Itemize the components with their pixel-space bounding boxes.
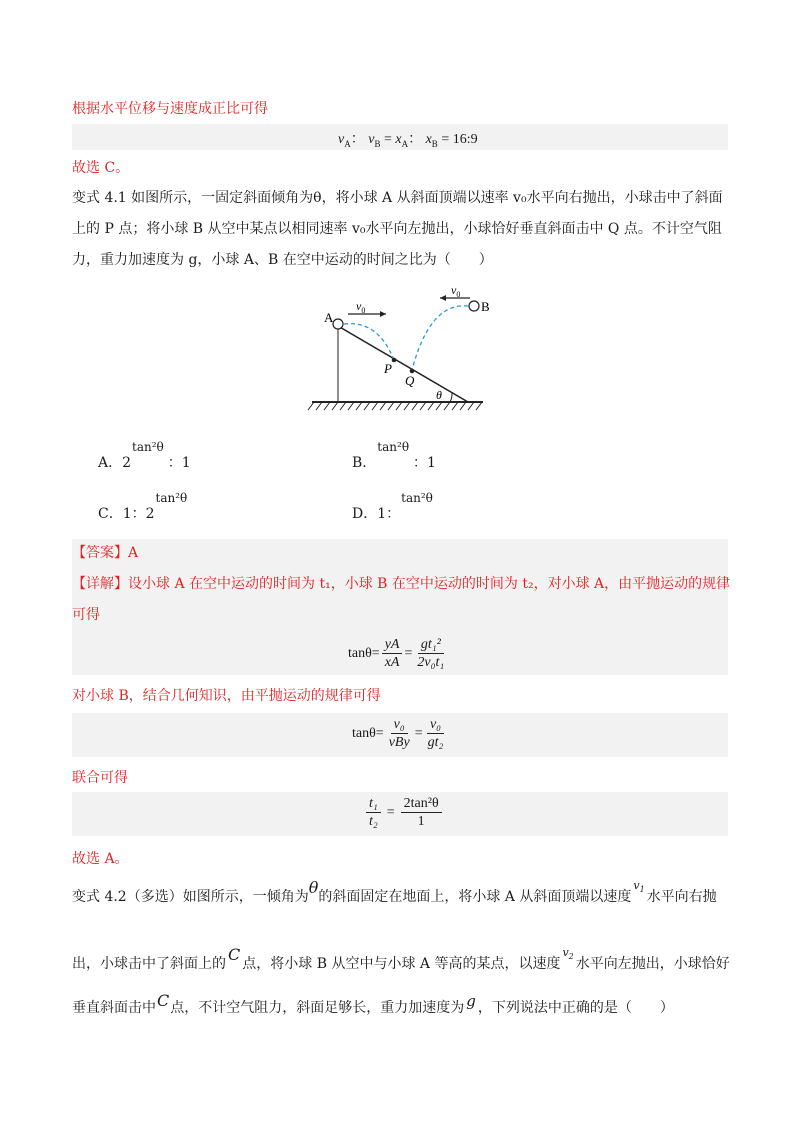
ratio-equation: $v_A$： $v_B = x_A$： $x_B$ = 16:9	[338, 132, 478, 149]
q42-line-1: 变式 4.2（多选）如图所示，一倾角为θ的斜面固定在地面上，将小球 A 从斜面顶端以速度$^{v_1}$ 水平向右抛	[72, 878, 717, 905]
point-p	[392, 358, 397, 363]
label-q: Q	[405, 373, 415, 388]
q41-line-1: 变式 4.1 如图所示，一固定斜面倾角为θ，将小球 A 从斜面顶端以速率 v₀水平向右抛出，小球击中了斜面	[72, 190, 723, 206]
intro-line: 根据水平位移与速度成正比可得	[72, 101, 268, 117]
ground-hatching	[308, 402, 482, 410]
label-b: B	[481, 299, 490, 314]
detail-label: 【详解】	[72, 576, 128, 592]
arrow-head-a	[380, 311, 386, 317]
choose-c-line: 故选 C。	[72, 160, 130, 176]
time-ratio-equation: $\frac{\text{t₁}}{\text{t₂}}$ = $\frac{\text{2tan²θ}}{1}$	[364, 795, 444, 830]
label-v0-a: $v_0$	[356, 299, 366, 315]
equation-band-1	[72, 124, 728, 150]
label-p: P	[384, 361, 392, 376]
q42-line-2: 出，小球击中了斜面上的 C 点，将小球 B 从空中与小球 A 等高的某点，以速度$^{v_2}$ 水平向左抛出，小球恰好	[72, 945, 730, 972]
line-combine: 联合可得	[72, 770, 128, 786]
tan-equation-b: tanθ= $\frac{\text{v₀}}{\text{vBy}}$ = $\frac{\text{v₀}}{\text{gt₂}}$	[352, 717, 444, 750]
label-a: A	[324, 310, 334, 325]
tan-equation-a: tanθ= $\frac{yA}{xA}$ = $\frac{\text{gt₁²}}{\text{2v₀t₁}}$	[348, 637, 445, 670]
answer-line: 【答案】A	[72, 545, 139, 561]
incline-figure	[300, 280, 500, 415]
q41-line-3: 力，重力加速度为 g，小球 A、B 在空中运动的时间之比为（ ）	[72, 252, 493, 268]
option-a[interactable]: A．2tan²θ：1	[98, 440, 191, 471]
angle-arc	[450, 393, 452, 402]
label-theta: θ	[436, 388, 442, 402]
arrow-head-b	[440, 295, 446, 301]
label-v0-b: $v_0$	[451, 283, 461, 299]
detail-text: 设小球 A 在空中运动的时间为 t₁，小球 B 在空中运动的时间为 t₂，对小球 A，由平抛运动的规律	[128, 576, 731, 592]
option-c[interactable]: C．1：2tan²θ	[98, 491, 188, 522]
detail-line-1	[72, 574, 730, 594]
detail-line-2: 可得	[72, 607, 100, 623]
option-b[interactable]: B．tan²θ：1	[352, 440, 436, 471]
line-ball-b: 对小球 B，结合几何知识，由平抛运动的规律可得	[72, 688, 381, 704]
choose-a-line: 故选 A。	[72, 851, 129, 867]
incline-slope	[338, 326, 468, 402]
trajectory-b	[412, 306, 468, 370]
option-d[interactable]: D．1：tan²θ	[352, 491, 433, 522]
q41-line-2: 上的 P 点；将小球 B 从空中某点以相同速率 v₀水平向左抛出，小球恰好垂直斜面击中 Q 点。不计空气阻	[72, 221, 722, 237]
ball-b	[469, 301, 479, 311]
ball-a	[333, 319, 343, 329]
q42-line-3: 垂直斜面击中C点，不计空气阻力，斜面足够长，重力加速度为 g ，下列说法中正确的是（ ）	[72, 991, 674, 1016]
